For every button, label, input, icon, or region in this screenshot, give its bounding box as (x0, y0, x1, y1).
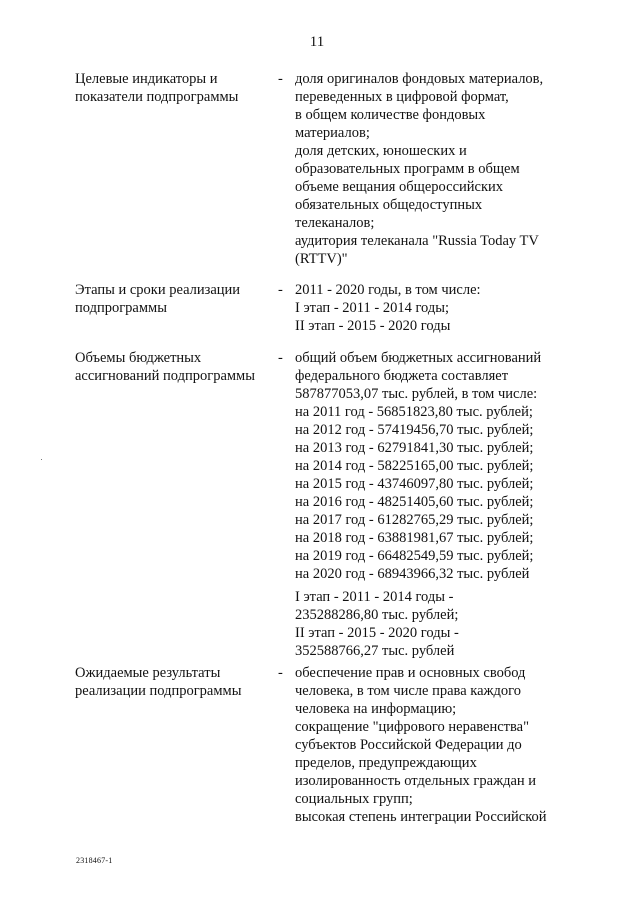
label-line: Этапы и сроки реализации (75, 282, 241, 298)
content-block (295, 70, 595, 268)
content-line: материалов; (295, 125, 370, 141)
content-line: на 2016 год - 48251405,60 тыс. рублей; (295, 494, 534, 510)
label-line: подпрограммы (75, 300, 167, 316)
content-line: 587877053,07 тыс. рублей, в том числе: (295, 386, 538, 402)
content-line: доля детских, юношеских и (295, 143, 467, 159)
content-block (295, 281, 595, 335)
content-line: I этап - 2011 - 2014 годы - (295, 589, 454, 605)
content-line: федерального бюджета составляет (295, 368, 509, 384)
section-dash: - (278, 282, 283, 298)
content-line: (RTTV)" (295, 251, 348, 267)
content-line: общий объем бюджетных ассигнований (295, 350, 542, 366)
content-line: на 2015 год - 43746097,80 тыс. рублей; (295, 476, 534, 492)
content-line: в общем количестве фондовых (295, 107, 486, 123)
content-line: 2011 - 2020 годы, в том числе: (295, 282, 481, 298)
content-line: 352588766,27 тыс. рублей (295, 643, 455, 659)
content-line: сокращение "цифрового неравенства" (295, 719, 530, 735)
label-line: Ожидаемые результаты (75, 665, 221, 681)
section-label (75, 281, 275, 317)
content-line: на 2012 год - 57419456,70 тыс. рублей; (295, 422, 534, 438)
label-line: реализации подпрограммы (75, 683, 242, 699)
content-line: на 2018 год - 63881981,67 тыс. рублей; (295, 530, 534, 546)
content-line: переведенных в цифровой формат, (295, 89, 509, 105)
content-line: на 2014 год - 58225165,00 тыс. рублей; (295, 458, 534, 474)
content-line: 235288286,80 тыс. рублей; (295, 607, 459, 623)
section-content (295, 349, 595, 660)
content-line: обеспечение прав и основных свобод (295, 665, 526, 681)
section-label (75, 70, 275, 106)
content-line: II этап - 2015 - 2020 годы (295, 318, 451, 334)
section-dash: - (278, 665, 283, 681)
content-line: на 2011 год - 56851823,80 тыс. рублей; (295, 404, 533, 420)
label-line: Объемы бюджетных (75, 350, 202, 366)
content-block (295, 588, 595, 660)
document-code: 2318467-1 (76, 856, 113, 865)
section-content (295, 664, 595, 826)
label-line: показатели подпрограммы (75, 89, 239, 105)
content-line: образовательных программ в общем (295, 161, 520, 177)
content-line: высокая степень интеграции Российской (295, 809, 547, 825)
content-line: обязательных общедоступных (295, 197, 483, 213)
section-label (75, 664, 275, 700)
content-line: пределов, предупреждающих (295, 755, 477, 771)
content-line: на 2013 год - 62791841,30 тыс. рублей; (295, 440, 534, 456)
content-line: I этап - 2011 - 2014 годы; (295, 300, 450, 316)
section-dash: - (278, 71, 283, 87)
content-line: на 2020 год - 68943966,32 тыс. рублей (295, 566, 530, 582)
content-line: изолированность отдельных граждан и (295, 773, 537, 789)
section-content (295, 70, 595, 268)
content-line: социальных групп; (295, 791, 413, 807)
page-number: 11 (309, 34, 325, 50)
scan-speck (41, 459, 42, 460)
content-line: доля оригиналов фондовых материалов, (295, 71, 544, 87)
section-label (75, 349, 275, 385)
label-line: ассигнований подпрограммы (75, 368, 255, 384)
label-line: Целевые индикаторы и (75, 71, 218, 87)
content-line: на 2017 год - 61282765,29 тыс. рублей; (295, 512, 534, 528)
content-line: объеме вещания общероссийских (295, 179, 504, 195)
content-line: II этап - 2015 - 2020 годы - (295, 625, 459, 641)
content-line: субъектов Российской Федерации до (295, 737, 522, 753)
content-line: на 2019 год - 66482549,59 тыс. рублей; (295, 548, 534, 564)
content-line: телеканалов; (295, 215, 375, 231)
content-block (295, 664, 595, 826)
content-block (295, 349, 595, 583)
content-line: человека, в том числе права каждого (295, 683, 522, 699)
content-line: аудитория телеканала "Russia Today TV (295, 233, 539, 249)
section-dash: - (278, 350, 283, 366)
section-content (295, 281, 595, 335)
content-line: человека на информацию; (295, 701, 457, 717)
